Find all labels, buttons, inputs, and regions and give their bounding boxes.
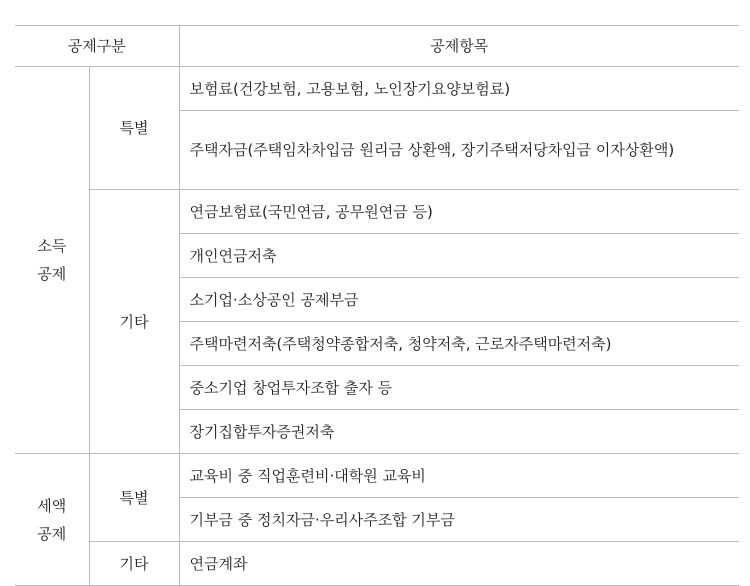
deduction-item: 연금계좌: [179, 542, 739, 586]
deduction-item: 소기업·소상공인 공제부금: [179, 278, 739, 322]
deduction-item: 기부금 중 정치자금·우리사주조합 기부금: [179, 498, 739, 542]
header-row: [15, 26, 739, 67]
group-label-line: 공제: [37, 524, 67, 543]
group-label-line: 소득: [37, 237, 67, 255]
deduction-item: 주택마련저축(주택청약종합저축, 청약저축, 근로자주택마련저축): [179, 322, 739, 366]
group-label-line: 공제: [37, 265, 67, 283]
group-label-line: 세액: [37, 496, 67, 515]
subgroup-label-special: 특별: [89, 454, 179, 542]
header-category: 공제구분: [15, 26, 179, 67]
table-row: [15, 190, 739, 234]
subgroup-label-other: 기타: [89, 190, 179, 454]
table-row: [15, 542, 739, 586]
deduction-item: 교육비 중 직업훈련비·대학원 교육비: [179, 454, 739, 498]
deduction-item: 장기집합투자증권저축: [179, 410, 739, 454]
header-items: 공제항목: [179, 26, 739, 67]
table-row: [15, 454, 739, 498]
deduction-item: 연금보험료(국민연금, 공무원연금 등): [179, 190, 739, 234]
deduction-table: [15, 25, 739, 586]
deduction-item: 주택자금(주택임차차입금 원리금 상환액, 장기주택저당차입금 이자상환액): [179, 111, 739, 190]
group-label-income-deduction: [15, 67, 89, 454]
deduction-item: 보험료(건강보험, 고용보험, 노인장기요양보험료): [179, 67, 739, 111]
deduction-item: 개인연금저축: [179, 234, 739, 278]
subgroup-label-special: 특별: [89, 67, 179, 190]
table-row: [15, 67, 739, 111]
group-label-tax-credit: [15, 454, 89, 586]
deduction-item: 중소기업 창업투자조합 출자 등: [179, 366, 739, 410]
subgroup-label-other: 기타: [89, 542, 179, 586]
